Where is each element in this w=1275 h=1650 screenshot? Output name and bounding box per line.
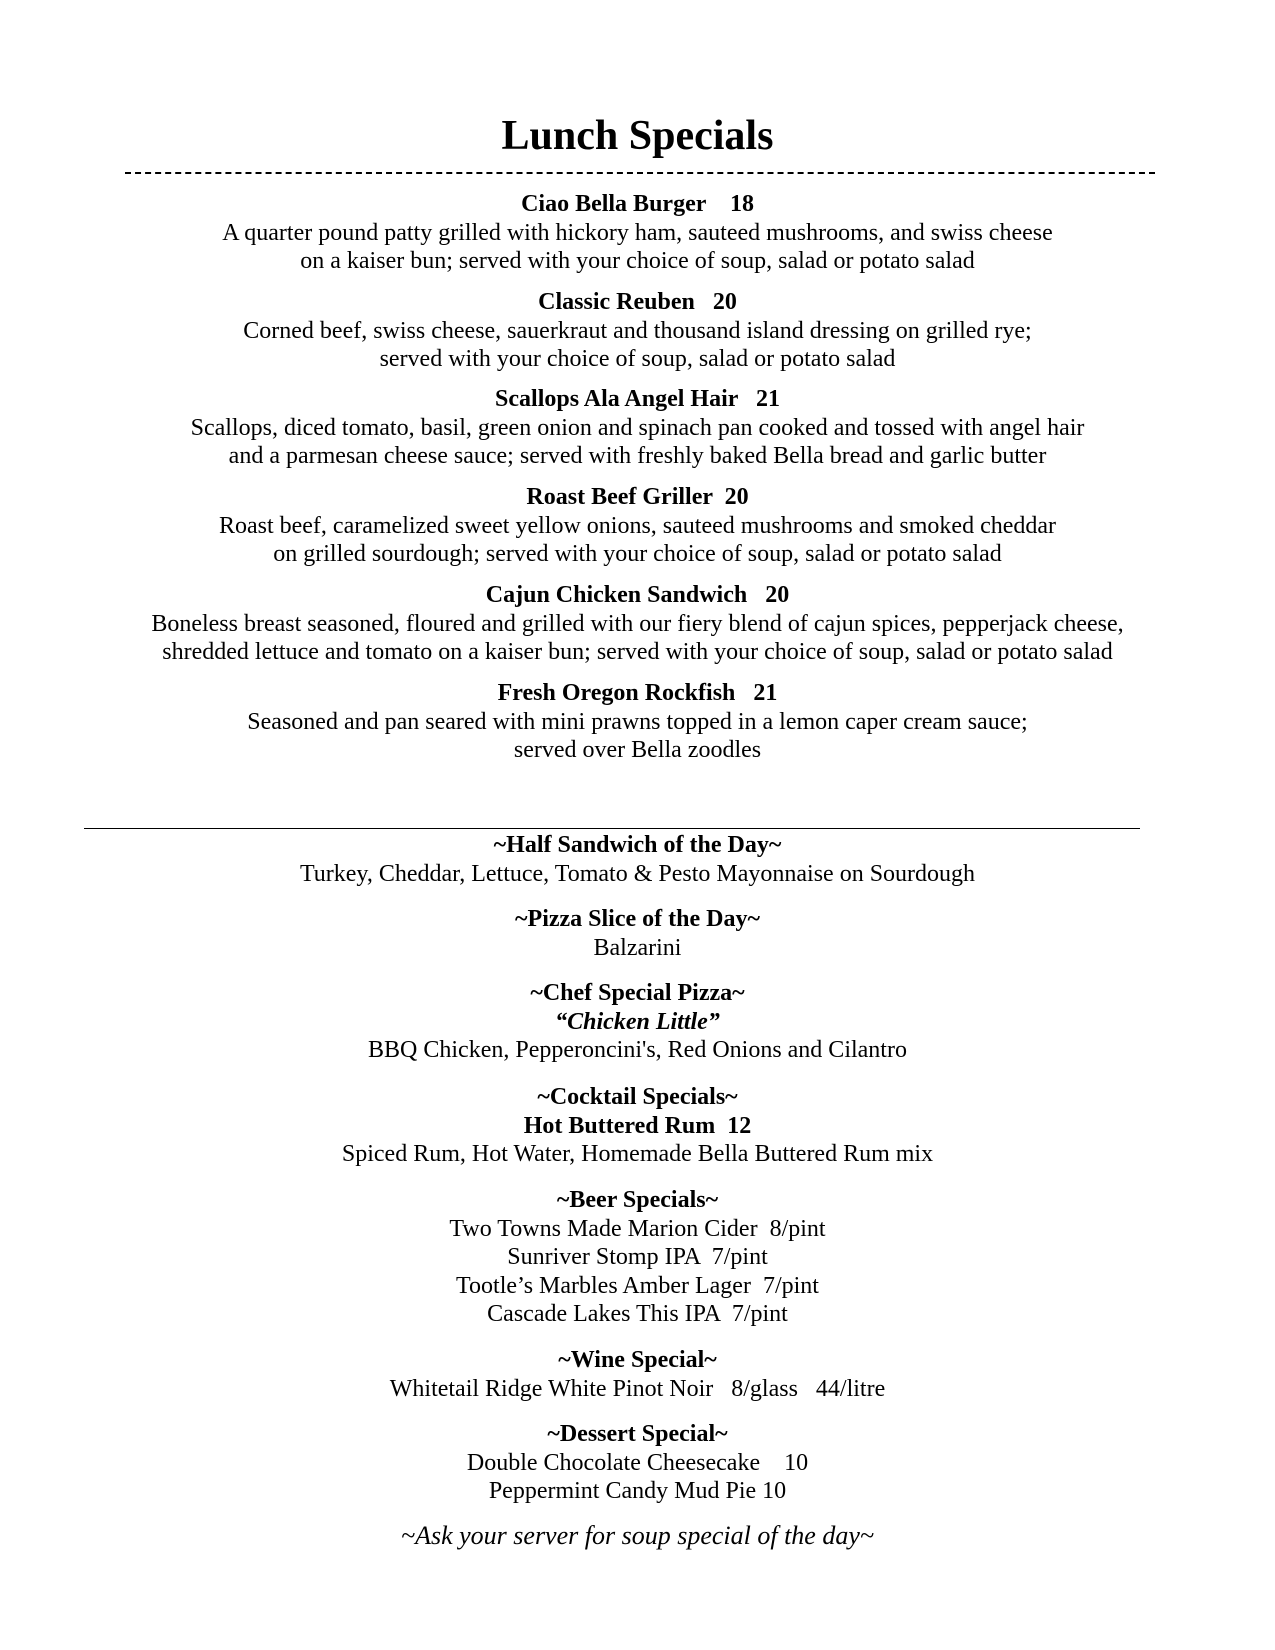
section-heading: ~Wine Special~ [558, 1347, 717, 1373]
item-heading: Roast Beef Griller 20 [526, 484, 749, 510]
special-name: Hot Buttered Rum 12 [523, 1112, 752, 1139]
item-heading: Cajun Chicken Sandwich 20 [485, 582, 790, 608]
footer-note-block [0, 1522, 1275, 1551]
section-heading: ~Beer Specials~ [556, 1187, 719, 1213]
beer-item: Tootle’s Marbles Amber Lager 7/pint [456, 1272, 819, 1299]
item-description-line: and a parmesan cheese sauce; served with freshly baked Bella bread and garlic butter [228, 443, 1047, 469]
beer-item: Two Towns Made Marion Cider 8/pint [449, 1215, 826, 1242]
item-description-line: Corned beef, swiss cheese, sauerkraut and thousand island dressing on grilled rye; [243, 317, 1032, 344]
chef-pizza-section [0, 979, 1275, 1065]
dashed-divider [125, 172, 1155, 174]
section-heading: ~Cocktail Specials~ [537, 1084, 738, 1110]
dessert-item: Peppermint Candy Mud Pie 10 [488, 1478, 787, 1504]
item-description-line: on a kaiser bun; served with your choice of soup, salad or potato salad [300, 248, 975, 274]
section-heading: ~Pizza Slice of the Day~ [515, 906, 760, 932]
lunch-item-reuben [0, 288, 1275, 374]
page-title: Lunch Specials [501, 113, 774, 159]
beer-item: Cascade Lakes This IPA 7/pint [487, 1301, 788, 1327]
dessert-section [0, 1420, 1275, 1506]
dessert-item: Double Chocolate Cheesecake 10 [466, 1449, 809, 1476]
item-description-line: served with your choice of soup, salad or potato salad [379, 346, 896, 372]
section-line: Whitetail Ridge White Pinot Noir 8/glass 44/litre [389, 1375, 886, 1402]
section-line: BBQ Chicken, Pepperoncini's, Red Onions and Cilantro [368, 1037, 907, 1063]
lunch-item-rockfish [0, 679, 1275, 765]
item-heading: Fresh Oregon Rockfish 21 [497, 680, 778, 706]
section-line: Turkey, Cheddar, Lettuce, Tomato & Pesto Mayonnaise on Sourdough [299, 860, 976, 887]
item-description-line: on grilled sourdough; served with your choice of soup, salad or potato salad [273, 541, 1002, 567]
item-description-line: shredded lettuce and tomato on a kaiser bun; served with your choice of soup, salad or potato salad [162, 639, 1113, 665]
beer-section [0, 1186, 1275, 1329]
item-description-line: Scallops, diced tomato, basil, green onion and spinach pan cooked and tossed with angel hair [190, 414, 1085, 441]
lunch-item-scallops [0, 385, 1275, 471]
section-heading: ~Dessert Special~ [547, 1421, 728, 1447]
item-heading: Ciao Bella Burger 18 [521, 191, 754, 217]
item-heading: Scallops Ala Angel Hair 21 [495, 386, 780, 412]
item-heading: Classic Reuben 20 [538, 289, 737, 315]
beer-item: Sunriver Stomp IPA 7/pint [507, 1244, 768, 1270]
special-name: “Chicken Little” [555, 1008, 720, 1035]
pizza-slice-section [0, 905, 1275, 962]
section-heading: ~Chef Special Pizza~ [530, 980, 745, 1006]
section-line: Spiced Rum, Hot Water, Homemade Bella Buttered Rum mix [341, 1141, 934, 1167]
item-description-line: Roast beef, caramelized sweet yellow onions, sauteed mushrooms and smoked cheddar [218, 512, 1057, 539]
lunch-item-burger [0, 190, 1275, 276]
lunch-item-cajun-chicken [0, 581, 1275, 667]
item-description-line: A quarter pound patty grilled with hickory ham, sauteed mushrooms, and swiss cheese [222, 219, 1053, 246]
cocktail-section [0, 1083, 1275, 1169]
section-heading: ~Half Sandwich of the Day~ [493, 832, 782, 858]
wine-section [0, 1346, 1275, 1403]
footer-note: ~Ask your server for soup special of the day~ [401, 1521, 874, 1550]
item-description-line: served over Bella zoodles [513, 737, 762, 763]
section-line: Balzarini [593, 934, 682, 961]
solid-divider [84, 828, 1140, 829]
item-description-line: Boneless breast seasoned, floured and grilled with our fiery blend of cajun spices, pepperjack cheese, [151, 610, 1124, 637]
lunch-item-roast-beef [0, 483, 1275, 569]
item-description-line: Seasoned and pan seared with mini prawns topped in a lemon caper cream sauce; [247, 708, 1028, 735]
half-sandwich-section [0, 831, 1275, 888]
